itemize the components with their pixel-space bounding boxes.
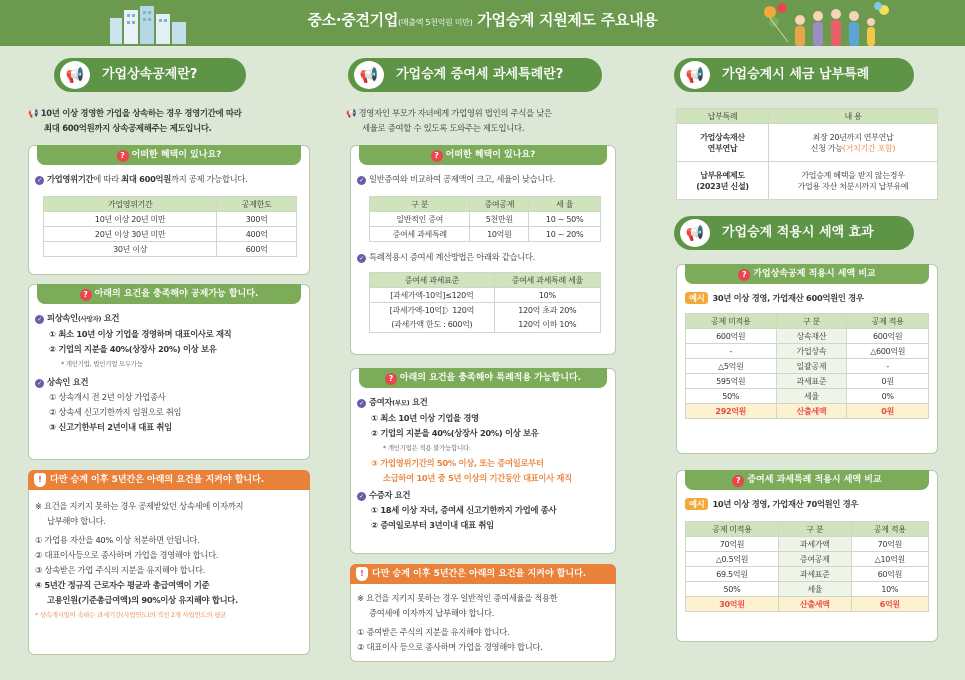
table-row: 20년 이상 30년 미만 400억	[44, 227, 297, 242]
table-row: 일반적인 증여 5천만원 10 ~ 50%	[370, 212, 601, 227]
payment-table: 납부특례 내 용 가업상속재산 연부연납 최장 20년까지 연부연납 신청 가능(거치기간 포함) 납부유예제도 (2023년 신설) 가업승계 혜택을 받지 않는경우 가업용 자산 처분시까지 납부유예	[676, 108, 938, 200]
table-row: [과세가액-10억]≤120억 10%	[370, 288, 601, 303]
example-text: 예시 30년 이상 경영, 가업재산 600억원인 경우	[685, 291, 864, 306]
table-row: 600억원 상속재산 600억원	[686, 329, 929, 344]
special-rate-table: 증여세 과세표준 증여세 과세특례 세율 [과세가액-10억]≤120억 10% [과세가액-10억]〉120억 120억 초과 20% (과세가액 한도 : 600억) 120억 이하 10%	[369, 272, 601, 333]
table-row: 10년 이상 20년 미만 300억	[44, 212, 297, 227]
table-row: 70억원 과세가액 70억원	[686, 537, 929, 552]
people-icon	[760, 2, 890, 46]
inheritance-comparison-table: 공제 미적용 구 분 공제 적용 600억원 상속재산 600억원 - 가업상속 △600억원 △5억원 일괄공제 - 595억원 과세표준 0원 50% 세율 0% 292억원 산출세액 0원	[685, 313, 929, 419]
section-pill-payment: 📢 가업승계시 세금 납부특례	[674, 58, 914, 92]
deduction-table	[43, 196, 297, 257]
example-text: 예시 10년 이상 경영, 가업재산 70억원인 경우	[685, 497, 858, 512]
check-icon: ✓	[357, 176, 366, 185]
table-row: (과세가액 한도 : 600억) 120억 이하 10%	[370, 318, 601, 333]
post-succession-box	[28, 470, 310, 655]
check-icon: ✓	[357, 399, 366, 408]
megaphone-icon: 📢	[680, 61, 710, 89]
table-row: 가업상속재산 연부연납 최장 20년까지 연부연납 신청 가능(거치기간 포함)	[677, 124, 938, 162]
comparison-header: ? 가업상속공제 적용시 세액 비교	[685, 264, 929, 284]
gift-post-succession-box	[350, 564, 616, 662]
question-icon: ?	[431, 150, 443, 162]
check-icon: ✓	[35, 315, 44, 324]
post-succession-list: ※ 요건을 지키지 못하는 경우 공제받았던 상속세에 이자까지 납부해야 합니다. ① 가업용 자산을 40% 이상 처분하면 안됩니다. ② 대표이사등으로 종사하며 가업을 경영해야 합니다. ③ 상속받은 가업 주식의 지분을 유지해야 합니다. ④ 5년간 정규직 근로자수 평균과 총급여액이 기준 고용인원(기준총급여액)의 90%이상 유지해야 합니다. * 상속개시일이 속하는 과세기간(사업연도)의 직전 2개 사업연도의 평균	[35, 501, 244, 619]
table-row: △0.5억원 증여공제 △10억원	[686, 552, 929, 567]
table-row: - 가업상속 △600억원	[686, 344, 929, 359]
page-title: 중소·중견기업(매출액 5천억원 미만) 가업승계 지원제도 주요내용	[307, 11, 658, 29]
intro-text: 📢 10년 이상 경영한 가업을 상속하는 경우 경영기간에 따라 최대 600억원까지 상속공제해주는 제도입니다.	[28, 108, 242, 133]
check-icon: ✓	[357, 254, 366, 263]
benefit-box	[28, 145, 310, 275]
rate-table: 구 분 증여공제 세 율 일반적인 증여 5천만원 10 ~ 50% 증여세 과세특례 10억원 10 ~ 20%	[369, 196, 601, 242]
megaphone-icon: 📢	[28, 108, 41, 118]
section-pill-gift-tax: 📢 가업승계 증여세 과세특례란?	[348, 58, 602, 92]
check-icon: ✓	[35, 176, 44, 185]
table-row: 69.5억원 과세표준 60억원	[686, 567, 929, 582]
section-pill-inheritance: 📢 가업상속공제란?	[54, 58, 246, 92]
intro-text: 📢 경영자인 부모가 자녀에게 가업영위 법인의 주식을 낮은 세율로 증여할 수 있도록 도와주는 제도입니다.	[346, 108, 552, 133]
post-succession-header: ! 다만 승계 이후 5년간은 아래의 요건을 지켜야 합니다.	[350, 564, 616, 584]
megaphone-icon: 📢	[680, 219, 710, 247]
requirement-list: ✓ 증여자(부모) 요건 ① 최소 10년 이상 기업을 경영 ② 기업의 지분을 40%(상장사 20%) 이상 보유 * 개인기업은 적용 불가능합니다. ③ 가업영위기간의 50% 이상, 또는 증여일로부터 소급하여 10년 중 5년 이상의 기간동안 대표이사 재직 ✓ 수증자 요건 ① 18세 이상 자녀, 증여세 신고기한까지 가업에 종사 ② 증여일로부터 3년이내 대표 취임	[357, 395, 572, 533]
gift-comparison-table: 공제 미적용 구 분 공제 적용 70억원 과세가액 70억원 △0.5억원 증여공제 △10억원 69.5억원 과세표준 60억원 50% 세율 10% 30억원 산출세액 6억원	[685, 521, 929, 612]
post-succession-header: ! 다만 승계 이후 5년간은 아래의 요건을 지켜야 합니다.	[28, 470, 310, 490]
benefit-text: ✓ 일반증여와 비교하여 공제액이 크고, 세율이 낮습니다.	[357, 172, 555, 187]
benefit-header: ? 어떠한 혜택이 있나요?	[359, 145, 607, 165]
banner	[0, 0, 965, 46]
post-succession-list: ※ 요건을 지키지 못하는 경우 일반적인 증여세율을 적용한 증여세에 이자까지 납부해야 합니다. ① 증여받은 주식의 지분을 유지해야 합니다. ② 대표이사 등으로 종사하며 가업을 경영해야 합니다.	[357, 593, 558, 652]
benefit-text: ✓ 가업영위기간에 따라 최대 600억원까지 공제 가능합니다.	[35, 172, 247, 187]
table-row: 595억원 과세표준 0원	[686, 374, 929, 389]
requirement-list: ✓ 피상속인(사망자) 요건 ① 최소 10년 이상 기업을 경영하며 대표이사로 재직 ② 기업의 지분을 40%(상장사 20%) 이상 보유 * 개인기업, 법인기업 모두가능 ✓ 상속인 요건 ① 상속개시 전 2년 이상 가업종사 ② 상속세 신고기한까지 임원으로 취임 ③ 신고기한부터 2년이내 대표 취임	[35, 311, 231, 435]
inheritance-comparison-box	[676, 264, 938, 454]
check-icon: ✓	[35, 379, 44, 388]
example-tag: 예시	[685, 292, 708, 304]
requirement-header: ? 아래의 요건을 충족해야 공제가능 합니다.	[37, 284, 301, 304]
calc-text: ✓ 특례적용시 증여세 계산방법은 아래와 같습니다.	[357, 250, 535, 265]
shield-icon: !	[356, 567, 368, 581]
question-icon: ?	[385, 373, 397, 385]
question-icon: ?	[80, 289, 92, 301]
shield-icon: !	[34, 473, 46, 487]
table-row: 50% 세율 0%	[686, 389, 929, 404]
table-row: 증여세 과세특례 10억원 10 ~ 20%	[370, 227, 601, 242]
requirement-box	[28, 284, 310, 460]
megaphone-icon: 📢	[346, 108, 359, 118]
table-row: 292억원 산출세액 0원	[686, 404, 929, 419]
check-icon: ✓	[357, 492, 366, 501]
table-row: △5억원 일괄공제 -	[686, 359, 929, 374]
table-row: 30년 이상 600억	[44, 242, 297, 257]
comparison-header: ? 증여세 과세특례 적용시 세액 비교	[685, 470, 929, 490]
gift-comparison-box	[676, 470, 938, 642]
section-pill-tax-effect: 📢 가업승계 적용시 세액 효과	[674, 216, 914, 250]
table-row: 50% 세율 10%	[686, 582, 929, 597]
question-icon: ?	[117, 150, 129, 162]
requirement-header: ? 아래의 요건을 충족해야 특례적용 가능합니다.	[359, 368, 607, 388]
table-header: 가업영위기간	[44, 197, 217, 212]
table-row: 납부유예제도 (2023년 신설) 가업승계 혜택을 받지 않는경우 가업용 자산 처분시까지 납부유예	[677, 162, 938, 200]
benefit-header: ? 어떠한 혜택이 있나요?	[37, 145, 301, 165]
question-icon: ?	[732, 475, 744, 487]
table-row: 30억원 산출세액 6억원	[686, 597, 929, 612]
megaphone-icon: 📢	[60, 61, 90, 89]
megaphone-icon: 📢	[354, 61, 384, 89]
table-row: [과세가액-10억]〉120억 120억 초과 20%	[370, 303, 601, 318]
example-tag: 예시	[685, 498, 708, 510]
gift-benefit-box	[350, 145, 616, 355]
question-icon: ?	[738, 269, 750, 281]
gift-requirement-box	[350, 368, 616, 554]
table-header: 공제한도	[217, 197, 297, 212]
